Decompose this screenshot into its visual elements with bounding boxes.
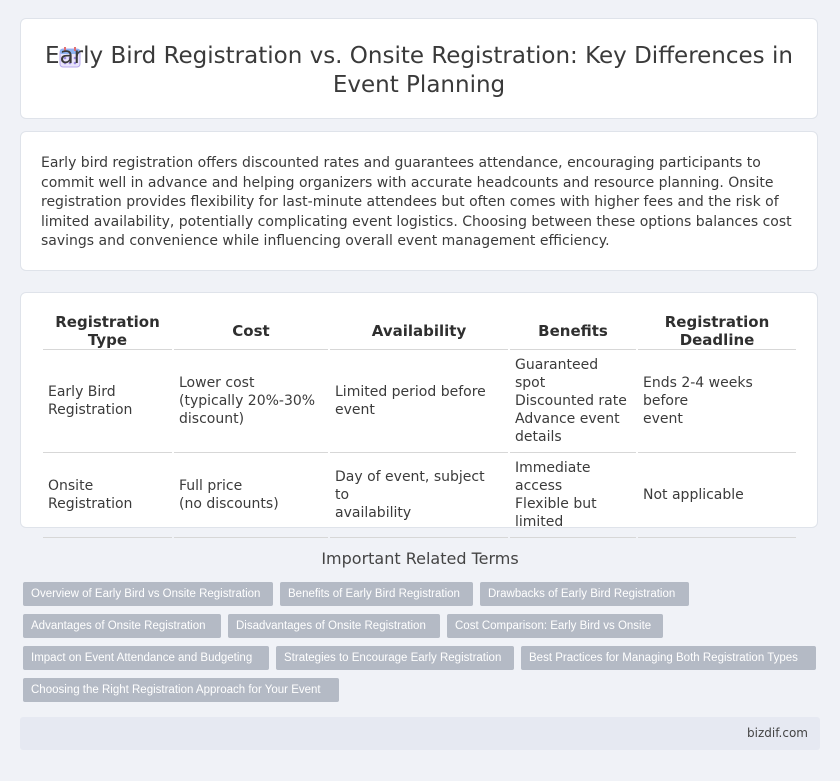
column-header: Registration Deadline [638,313,796,350]
cell-line: Discounted rate [515,393,627,409]
table-cell-benefits [510,453,636,538]
cell-line: Guaranteed spot [515,357,599,391]
cell-line: (typically 20%-30% [179,393,316,409]
related-term-tag[interactable]: Benefits of Early Bird Registration [280,582,473,606]
table-cell-type [43,350,172,453]
cell-line: discount) [179,411,245,427]
related-term-tag[interactable]: Cost Comparison: Early Bird vs Onsite [447,614,663,638]
cell-line: Registration [48,402,133,418]
cell-line: availability [335,505,412,521]
cell-line: Registration [48,496,133,512]
related-term-tag[interactable]: Advantages of Onsite Registration [23,614,221,638]
cell-line: Advance event [515,411,620,427]
cell-line: event [643,411,683,427]
comparison-table [41,313,798,538]
comparison-table-card [20,292,818,528]
footer-site[interactable]: bizdif.com [747,726,808,740]
cell-line: Flexible but [515,496,597,512]
cell-line: (no discounts) [179,496,279,512]
related-term-tag[interactable]: Drawbacks of Early Bird Registration [480,582,689,606]
related-term-tag[interactable]: Strategies to Encourage Early Registration [276,646,514,670]
column-header: Cost [174,313,328,350]
related-term-tag[interactable]: Impact on Event Attendance and Budgeting [23,646,269,670]
cell-line: Ends 2-4 weeks before [643,375,753,409]
cell-line: Not applicable [643,487,744,503]
table-header-row [43,313,796,350]
cell-line: Lower cost [179,375,255,391]
footer [20,717,820,750]
table-row [43,350,796,453]
cell-line: Limited period before [335,384,486,400]
column-header: Benefits [510,313,636,350]
table-row [43,453,796,538]
table-cell-benefits [510,350,636,453]
intro-paragraph: Early bird registration offers discounted rates and guarantees attendance, encouraging participants to commit well in advance and helping organizers with accurate headcounts and resource planning. Onsite registration provides flexibility for last-minute attendees but often comes with higher fees and the risk of limited availability, potentially complicating event logistics. Choosing between these options balances cost savings and convenience while influencing overall event management efficiency. [41,155,792,249]
cell-line: Onsite [48,478,94,494]
cell-line: details [515,429,562,445]
table-cell-availability [330,453,508,538]
page-title-line-1: Early Bird Registration vs. Onsite Registration: Key Differences in [45,43,793,69]
page-title-line-2: Event Planning [332,72,506,98]
table-cell-deadline [638,453,796,538]
related-term-tag[interactable]: Choosing the Right Registration Approach for Your Event [23,678,339,702]
table-cell-cost [174,453,328,538]
cell-line: event [335,402,375,418]
intro-card [20,131,818,271]
table-cell-cost [174,350,328,453]
related-term-tag[interactable]: Best Practices for Managing Both Registration Types [521,646,816,670]
cell-line: Day of event, subject to [335,469,485,503]
cell-line: Immediate [515,460,591,476]
cell-line: limited [515,514,564,530]
cell-line: access [515,478,563,494]
cell-line: Full price [179,478,243,494]
related-term-tag[interactable]: Overview of Early Bird vs Onsite Registration [23,582,273,606]
related-terms-title: Important Related Terms [321,549,519,568]
page-title [21,42,817,100]
related-term-tag[interactable]: Disadvantages of Onsite Registration [228,614,440,638]
column-header: Registration Type [43,313,172,350]
cell-line: Early Bird [48,384,116,400]
table-cell-deadline [638,350,796,453]
header-card [20,18,818,119]
column-header: Availability [330,313,508,350]
table-cell-type [43,453,172,538]
table-cell-availability [330,350,508,453]
